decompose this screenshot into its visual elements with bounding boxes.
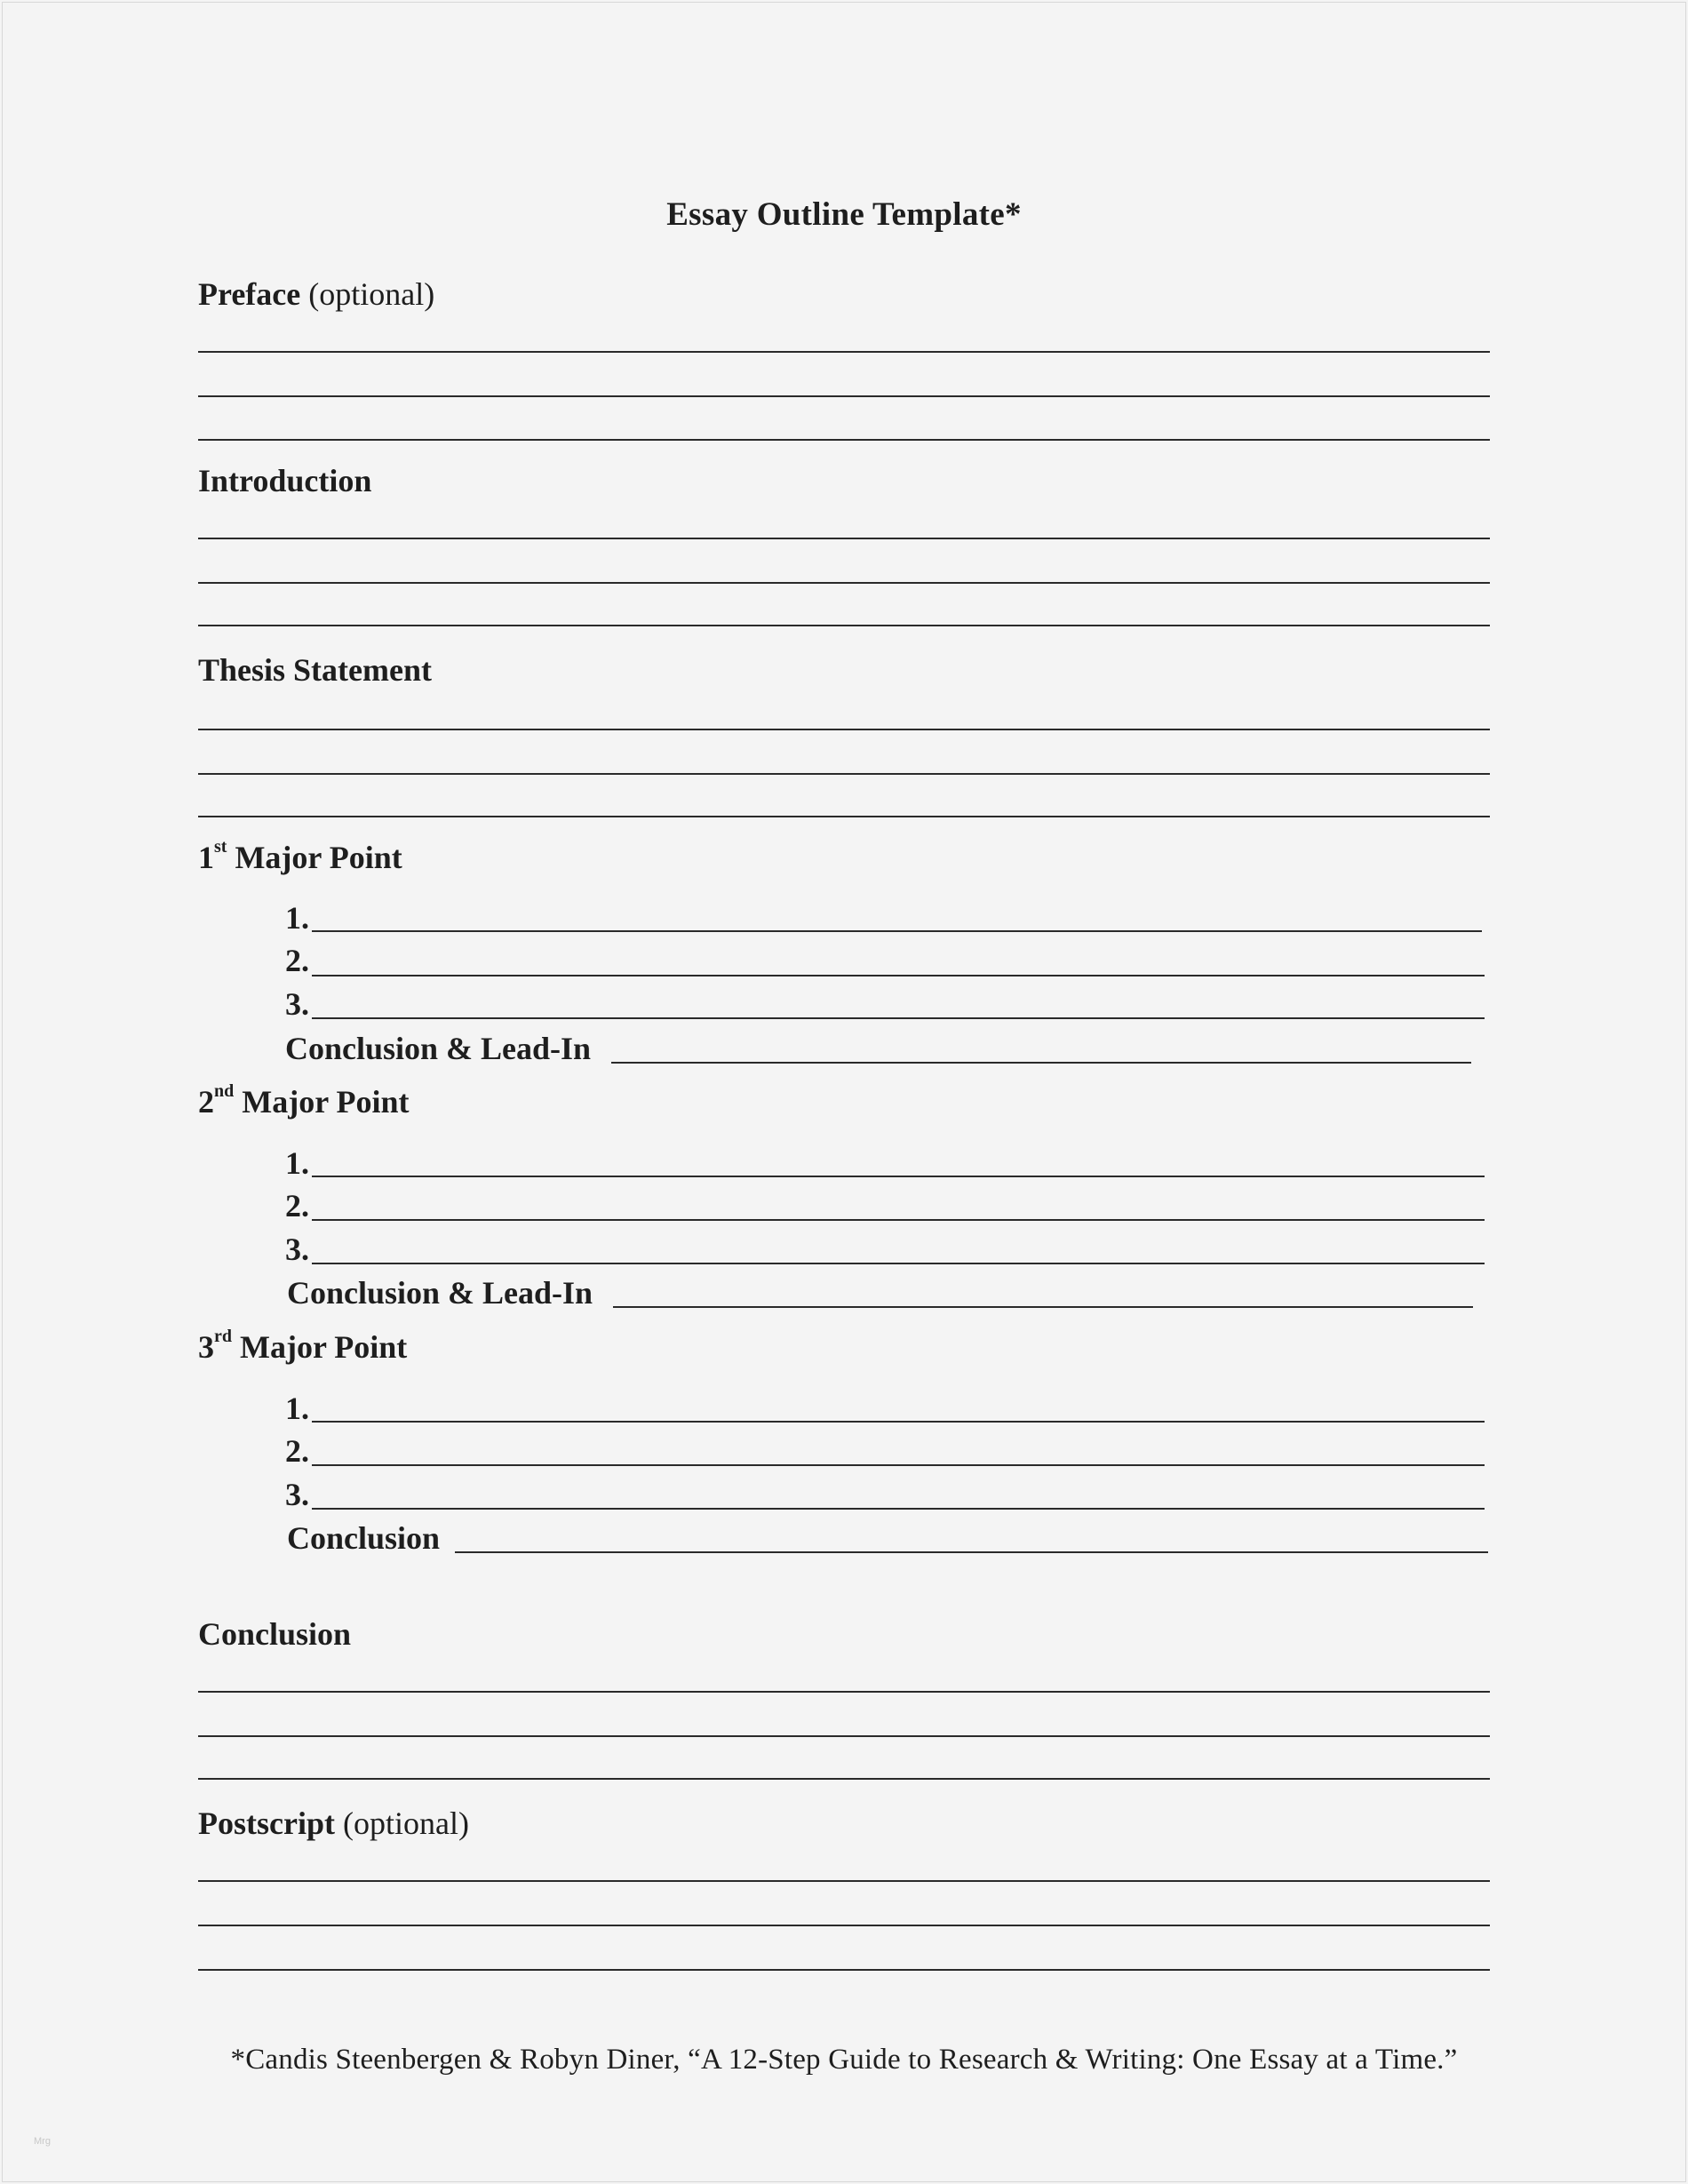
thesis-line-3[interactable]: [198, 816, 1490, 817]
major-point-1-item-3-line[interactable]: [312, 1017, 1485, 1019]
major-point-3-item-1-label: 1.: [285, 1391, 309, 1426]
major-point-3-conclusion-label: Conclusion: [287, 1520, 441, 1556]
thesis-heading: Thesis Statement: [198, 652, 432, 688]
major-point-1-lead-in-label: Conclusion & Lead-In: [285, 1031, 592, 1066]
preface-line-3[interactable]: [198, 439, 1490, 441]
preface-line-1[interactable]: [198, 351, 1490, 353]
preface-label: Preface: [198, 276, 301, 312]
introduction-heading: Introduction: [198, 463, 372, 498]
major-point-2-lead-in-label: Conclusion & Lead-In: [287, 1275, 593, 1311]
major-point-1-number: 1: [198, 840, 214, 875]
major-point-3-conclusion-line[interactable]: [455, 1551, 1488, 1553]
postscript-line-3[interactable]: [198, 1969, 1490, 1971]
document-title: Essay Outline Template*: [666, 196, 1022, 233]
major-point-3-ordinal: rd: [214, 1327, 232, 1346]
conclusion-heading: Conclusion: [198, 1616, 352, 1652]
major-point-3-number: 3: [198, 1329, 214, 1365]
major-point-1-heading: [198, 839, 402, 876]
major-point-1-item-2-line[interactable]: [312, 975, 1485, 976]
thesis-line-1[interactable]: [198, 729, 1490, 730]
conclusion-line-2[interactable]: [198, 1735, 1490, 1737]
major-point-2-item-3-label: 3.: [285, 1231, 309, 1267]
preface-line-2[interactable]: [198, 395, 1490, 397]
introduction-line-1[interactable]: [198, 538, 1490, 539]
preface-optional-note: (optional): [308, 276, 435, 312]
postscript-label: Postscript: [198, 1805, 335, 1841]
introduction-line-2[interactable]: [198, 582, 1490, 584]
major-point-2-item-1-label: 1.: [285, 1145, 309, 1181]
major-point-1-item-1-label: 1.: [285, 900, 309, 936]
major-point-1-item-2-label: 2.: [285, 943, 309, 978]
conclusion-line-3[interactable]: [198, 1778, 1490, 1780]
major-point-2-lead-in-line[interactable]: [613, 1306, 1473, 1308]
major-point-2-item-2-line[interactable]: [312, 1219, 1485, 1221]
major-point-3-heading: [198, 1328, 407, 1366]
postscript-optional-note: (optional): [342, 1805, 469, 1841]
watermark-text: Mrg: [34, 2136, 51, 2147]
major-point-1-lead-in-line[interactable]: [611, 1062, 1471, 1064]
major-point-2-number: 2: [198, 1084, 214, 1120]
major-point-3-label: Major Point: [240, 1329, 408, 1365]
major-point-1-ordinal: st: [214, 837, 227, 857]
major-point-1-item-1-line[interactable]: [312, 930, 1482, 932]
postscript-heading: [198, 1805, 469, 1842]
preface-heading: [198, 275, 434, 313]
major-point-3-item-2-line[interactable]: [312, 1464, 1485, 1466]
postscript-line-1[interactable]: [198, 1880, 1490, 1882]
major-point-1-item-3-label: 3.: [285, 986, 309, 1022]
introduction-line-3[interactable]: [198, 625, 1490, 626]
major-point-3-item-1-line[interactable]: [312, 1421, 1485, 1423]
citation-footnote: *Candis Steenbergen & Robyn Diner, “A 12-Step Guide to Research & Writing: One Essay at a Time.”: [230, 2044, 1458, 2076]
major-point-2-item-3-line[interactable]: [312, 1263, 1485, 1264]
postscript-line-2[interactable]: [198, 1925, 1490, 1926]
major-point-3-item-2-label: 2.: [285, 1433, 309, 1469]
major-point-2-label: Major Point: [242, 1084, 410, 1120]
major-point-3-item-3-line[interactable]: [312, 1508, 1485, 1510]
major-point-2-heading: [198, 1083, 410, 1120]
thesis-line-2[interactable]: [198, 773, 1490, 775]
major-point-2-item-1-line[interactable]: [312, 1176, 1485, 1177]
conclusion-line-1[interactable]: [198, 1691, 1490, 1693]
major-point-2-ordinal: nd: [214, 1081, 235, 1101]
major-point-1-label: Major Point: [235, 840, 402, 875]
major-point-3-item-3-label: 3.: [285, 1477, 309, 1512]
major-point-2-item-2-label: 2.: [285, 1188, 309, 1224]
